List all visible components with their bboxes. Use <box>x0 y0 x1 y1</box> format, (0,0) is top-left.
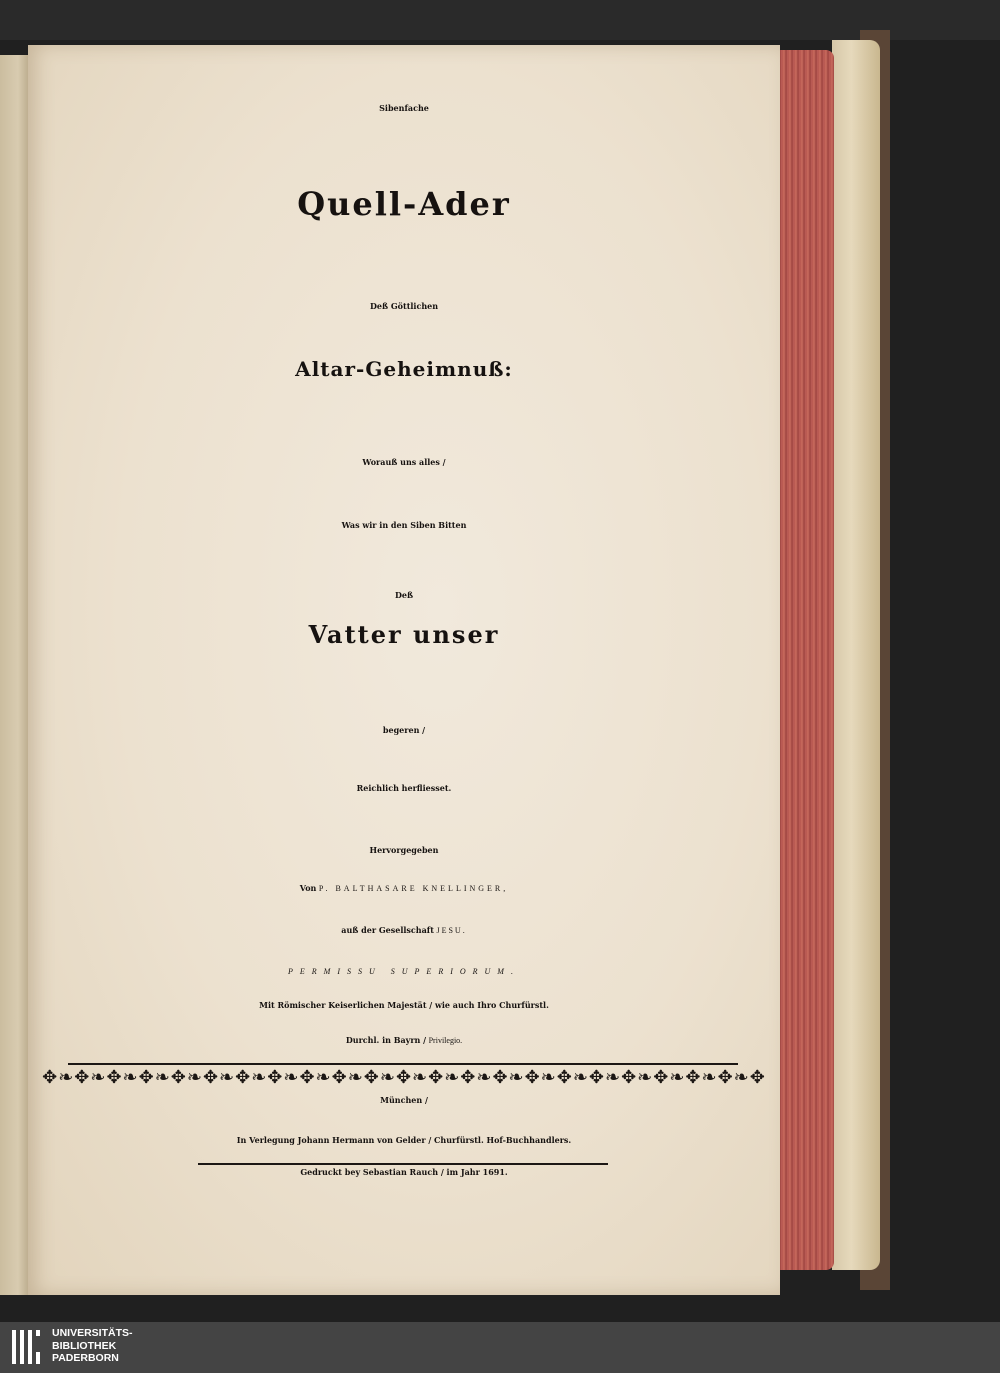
title-line-6: Was wir in den Siben Bitten <box>341 520 467 530</box>
author-name: P. BALTHASARE KNELLINGER, <box>318 884 509 893</box>
society-line <box>28 925 780 935</box>
privilege-prefix: Durchl. in Bayrn / <box>345 1035 427 1045</box>
title-line-4: Altar-Geheimnuß: <box>295 357 513 381</box>
title-line-2: Quell-Ader <box>297 185 511 223</box>
author-line <box>28 883 780 893</box>
society-name: JESU. <box>436 926 467 935</box>
library-footer <box>0 1322 1000 1373</box>
imprint-printer: Gedruckt bey Sebastian Rauch / im Jahr 1691. <box>300 1167 508 1177</box>
privilege-line-2 <box>28 1035 780 1045</box>
imprint-publisher: In Verlegung Johann Hermann von Gelder / Churfürstl. Hof-Buchhandlers. <box>236 1135 572 1145</box>
background-top <box>0 0 1000 40</box>
title-line-8: Vatter unser <box>308 620 500 649</box>
ornament-band: ✥❧✥❧✥❧✥❧✥❧✥❧✥❧✥❧✥❧✥❧✥❧✥❧✥❧✥❧✥❧✥❧✥❧✥❧✥❧✥❧✥❧✥❧✥ <box>42 1067 766 1088</box>
title-line-3: Deß Göttlichen <box>369 301 439 311</box>
title-page <box>28 45 780 1295</box>
privilege-word: Privilegio. <box>428 1036 463 1045</box>
library-logo-icon <box>12 1330 46 1364</box>
top-rule <box>68 1063 738 1065</box>
title-line-5: Worauß uns alles / <box>362 457 446 467</box>
logo-line-2: BIBLIOTHEK <box>52 1339 117 1352</box>
permission-line: PERMISSU SUPERIORUM. <box>288 967 520 976</box>
bottom-rule <box>198 1163 608 1165</box>
left-page-edge <box>0 55 30 1295</box>
imprint-place: München / <box>380 1095 428 1105</box>
privilege-line-1: Mit Römischer Keiserlichen Majestät / wie auch Ihro Churfürstl. <box>259 1000 549 1010</box>
title-line-1: Sibenfache <box>379 103 429 113</box>
society-prefix: auß der Gesellschaft <box>341 925 434 935</box>
title-line-11: Hervorgegeben <box>369 845 439 855</box>
title-line-10: Reichlich herfliesset. <box>356 783 452 793</box>
logo-line-1: UNIVERSITÄTS- <box>52 1327 133 1339</box>
title-line-9: begeren / <box>382 725 426 735</box>
author-prefix: Von <box>299 883 317 893</box>
page-stack-outer <box>832 40 880 1270</box>
library-logo-text <box>52 1327 133 1365</box>
title-line-7: Deß <box>394 590 414 600</box>
logo-line-3: PADERBORN <box>52 1352 119 1364</box>
